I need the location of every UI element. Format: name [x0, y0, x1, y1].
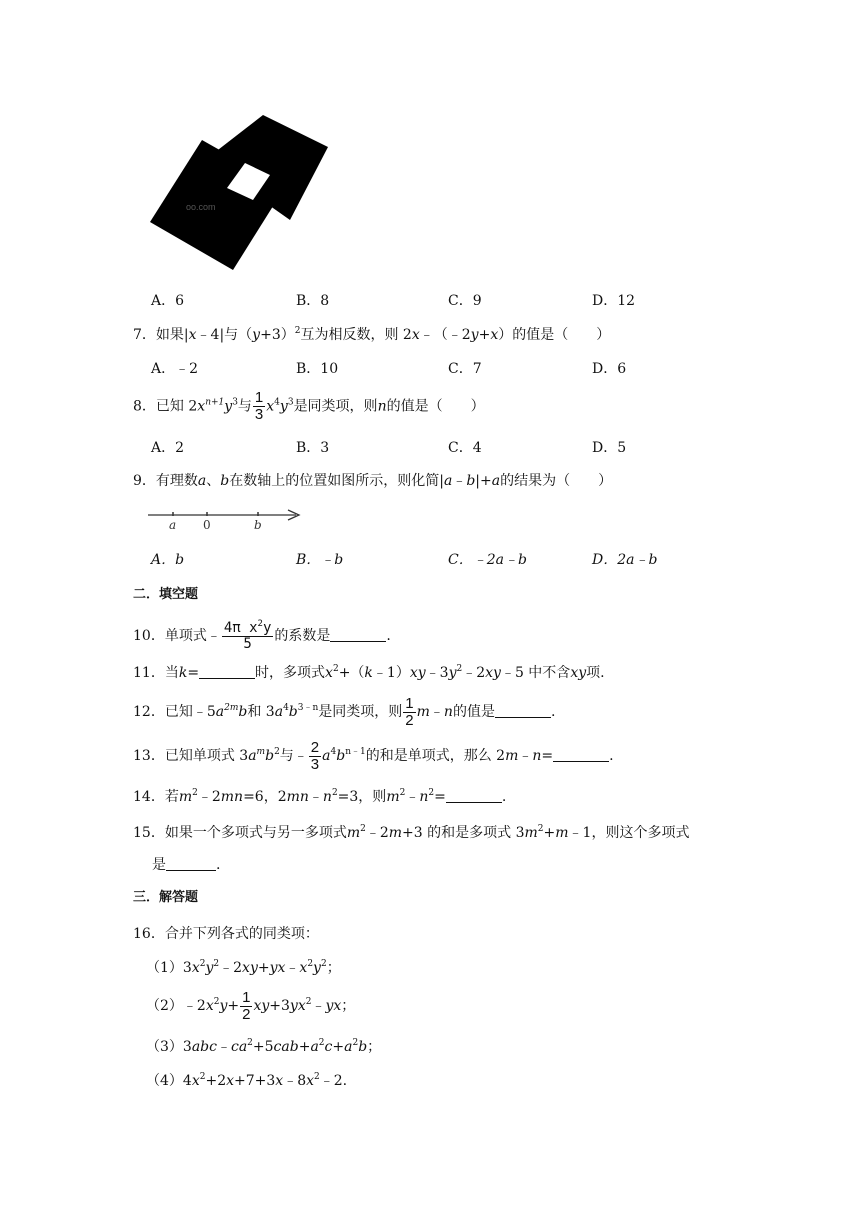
section-heading-solve: 三．解答题: [133, 890, 199, 905]
q16-part-3: $(3)3abc﹣ca^2+5cab+a^2c+a^2b$；: [146, 1038, 382, 1055]
q8-option-d: D．5: [592, 440, 627, 456]
answer-blank[interactable]: [446, 790, 502, 803]
question-7: 7．如果|x﹣4|与$(y+3)^2$互为相反数，则 2x﹣（﹣2y+x）的值是（ ）: [133, 326, 611, 343]
q6-option-c: C．9: [448, 293, 482, 309]
question-13: 13．已知单项式 $3a^mb^2$与﹣ $\frac{2}{3}$ $a^4b^{n﹣1}$的和是单项式，那么 2m﹣n= .: [133, 738, 614, 773]
fraction-one-third: $\frac{1}{3}$: [254, 389, 264, 423]
question-12: 12．已知$﹣5a^{2m}b$和 $3a^4b^{3﹣n}$是同类项，则 $\frac{1}{2}$ m﹣n的值是 .: [133, 694, 556, 729]
q9-option-a: A．b: [151, 552, 185, 568]
question-10: 10．单项式﹣ $\frac{4\pi x^2y}{5}$ 的系数是 .: [133, 618, 391, 652]
q7-option-b: B．10: [296, 361, 339, 377]
q8-option-c: C．4: [448, 440, 482, 456]
axis-label-a: a: [169, 518, 177, 532]
q7-option-a: A．﹣2: [151, 361, 199, 377]
q9-option-c: C．﹣2a﹣b: [448, 552, 527, 568]
answer-blank[interactable]: [330, 629, 386, 642]
q6-option-a: A．6: [151, 293, 185, 309]
q7-option-c: C．7: [448, 361, 482, 377]
fraction-q16-one-half: $\frac{1}{2}$: [242, 988, 251, 1023]
question-9: 9．有理数a、b在数轴上的位置如图所示，则化简|a﹣b|+a的结果为（ ）: [133, 473, 613, 489]
question-14: 14．若$m^2﹣2mn=6$，$2mn﹣n^2=3$，则$m^2﹣n^2=$ .: [133, 788, 507, 805]
fraction-q10: $\frac{4\pi x^2y}{5}$: [223, 618, 272, 652]
q7-option-d: D．6: [592, 361, 627, 377]
q16-part-2: $(2)﹣2x^2y+$ $\frac{1}{2}$ $xy+3yx^2﹣yx$；: [146, 988, 356, 1023]
question-number: 7．: [133, 327, 156, 343]
question-15-line2: 是 .: [152, 857, 221, 873]
q9-option-d: D．2a﹣b: [592, 552, 658, 568]
q9-option-b: B．﹣b: [296, 552, 344, 568]
q16-part-1: $(1)3x^2y^2﹣2xy+yx﹣x^2y^2$；: [146, 959, 341, 976]
question-11: 11．当k= 时，多项式$x^2+(k﹣1)xy﹣3y^2﹣2xy﹣5$ 中不含xy项.: [133, 664, 605, 681]
q8-option-b: B．3: [296, 440, 330, 456]
axis-label-b: b: [254, 518, 262, 532]
answer-blank[interactable]: [495, 705, 551, 718]
answer-blank[interactable]: [199, 666, 255, 679]
q6-figure: [140, 105, 340, 280]
section-heading-fill-in: 二．填空题: [133, 587, 199, 602]
answer-blank[interactable]: [553, 749, 609, 762]
q6-option-b: B．8: [296, 293, 330, 309]
answer-blank[interactable]: [166, 858, 216, 871]
figure-watermark: oo.com: [186, 202, 216, 212]
axis-label-zero: 0: [203, 518, 211, 532]
question-15: 15．如果一个多项式与另一多项式$m^2﹣2m+3$ 的和是多项式 $3m^2+m﹣1$，则这个多项式: [133, 824, 690, 841]
question-16: 16．合并下列各式的同类项：: [133, 926, 319, 942]
q6-option-d: D．12: [592, 293, 636, 309]
question-8: 8．已知 $2x^{n+1}y^3$与 $\frac{1}{3}$ $x^4y^3$是同类项，则n的值是（ ）: [133, 389, 485, 423]
number-line: [146, 506, 306, 532]
fraction-one-half: $\frac{1}{2}$: [405, 694, 414, 729]
q16-part-4: $(4)4x^2+2x+7+3x﹣8x^2﹣2$.: [146, 1072, 348, 1089]
q8-option-a: A．2: [151, 440, 185, 456]
fraction-two-thirds: $\frac{2}{3}$: [310, 738, 320, 773]
